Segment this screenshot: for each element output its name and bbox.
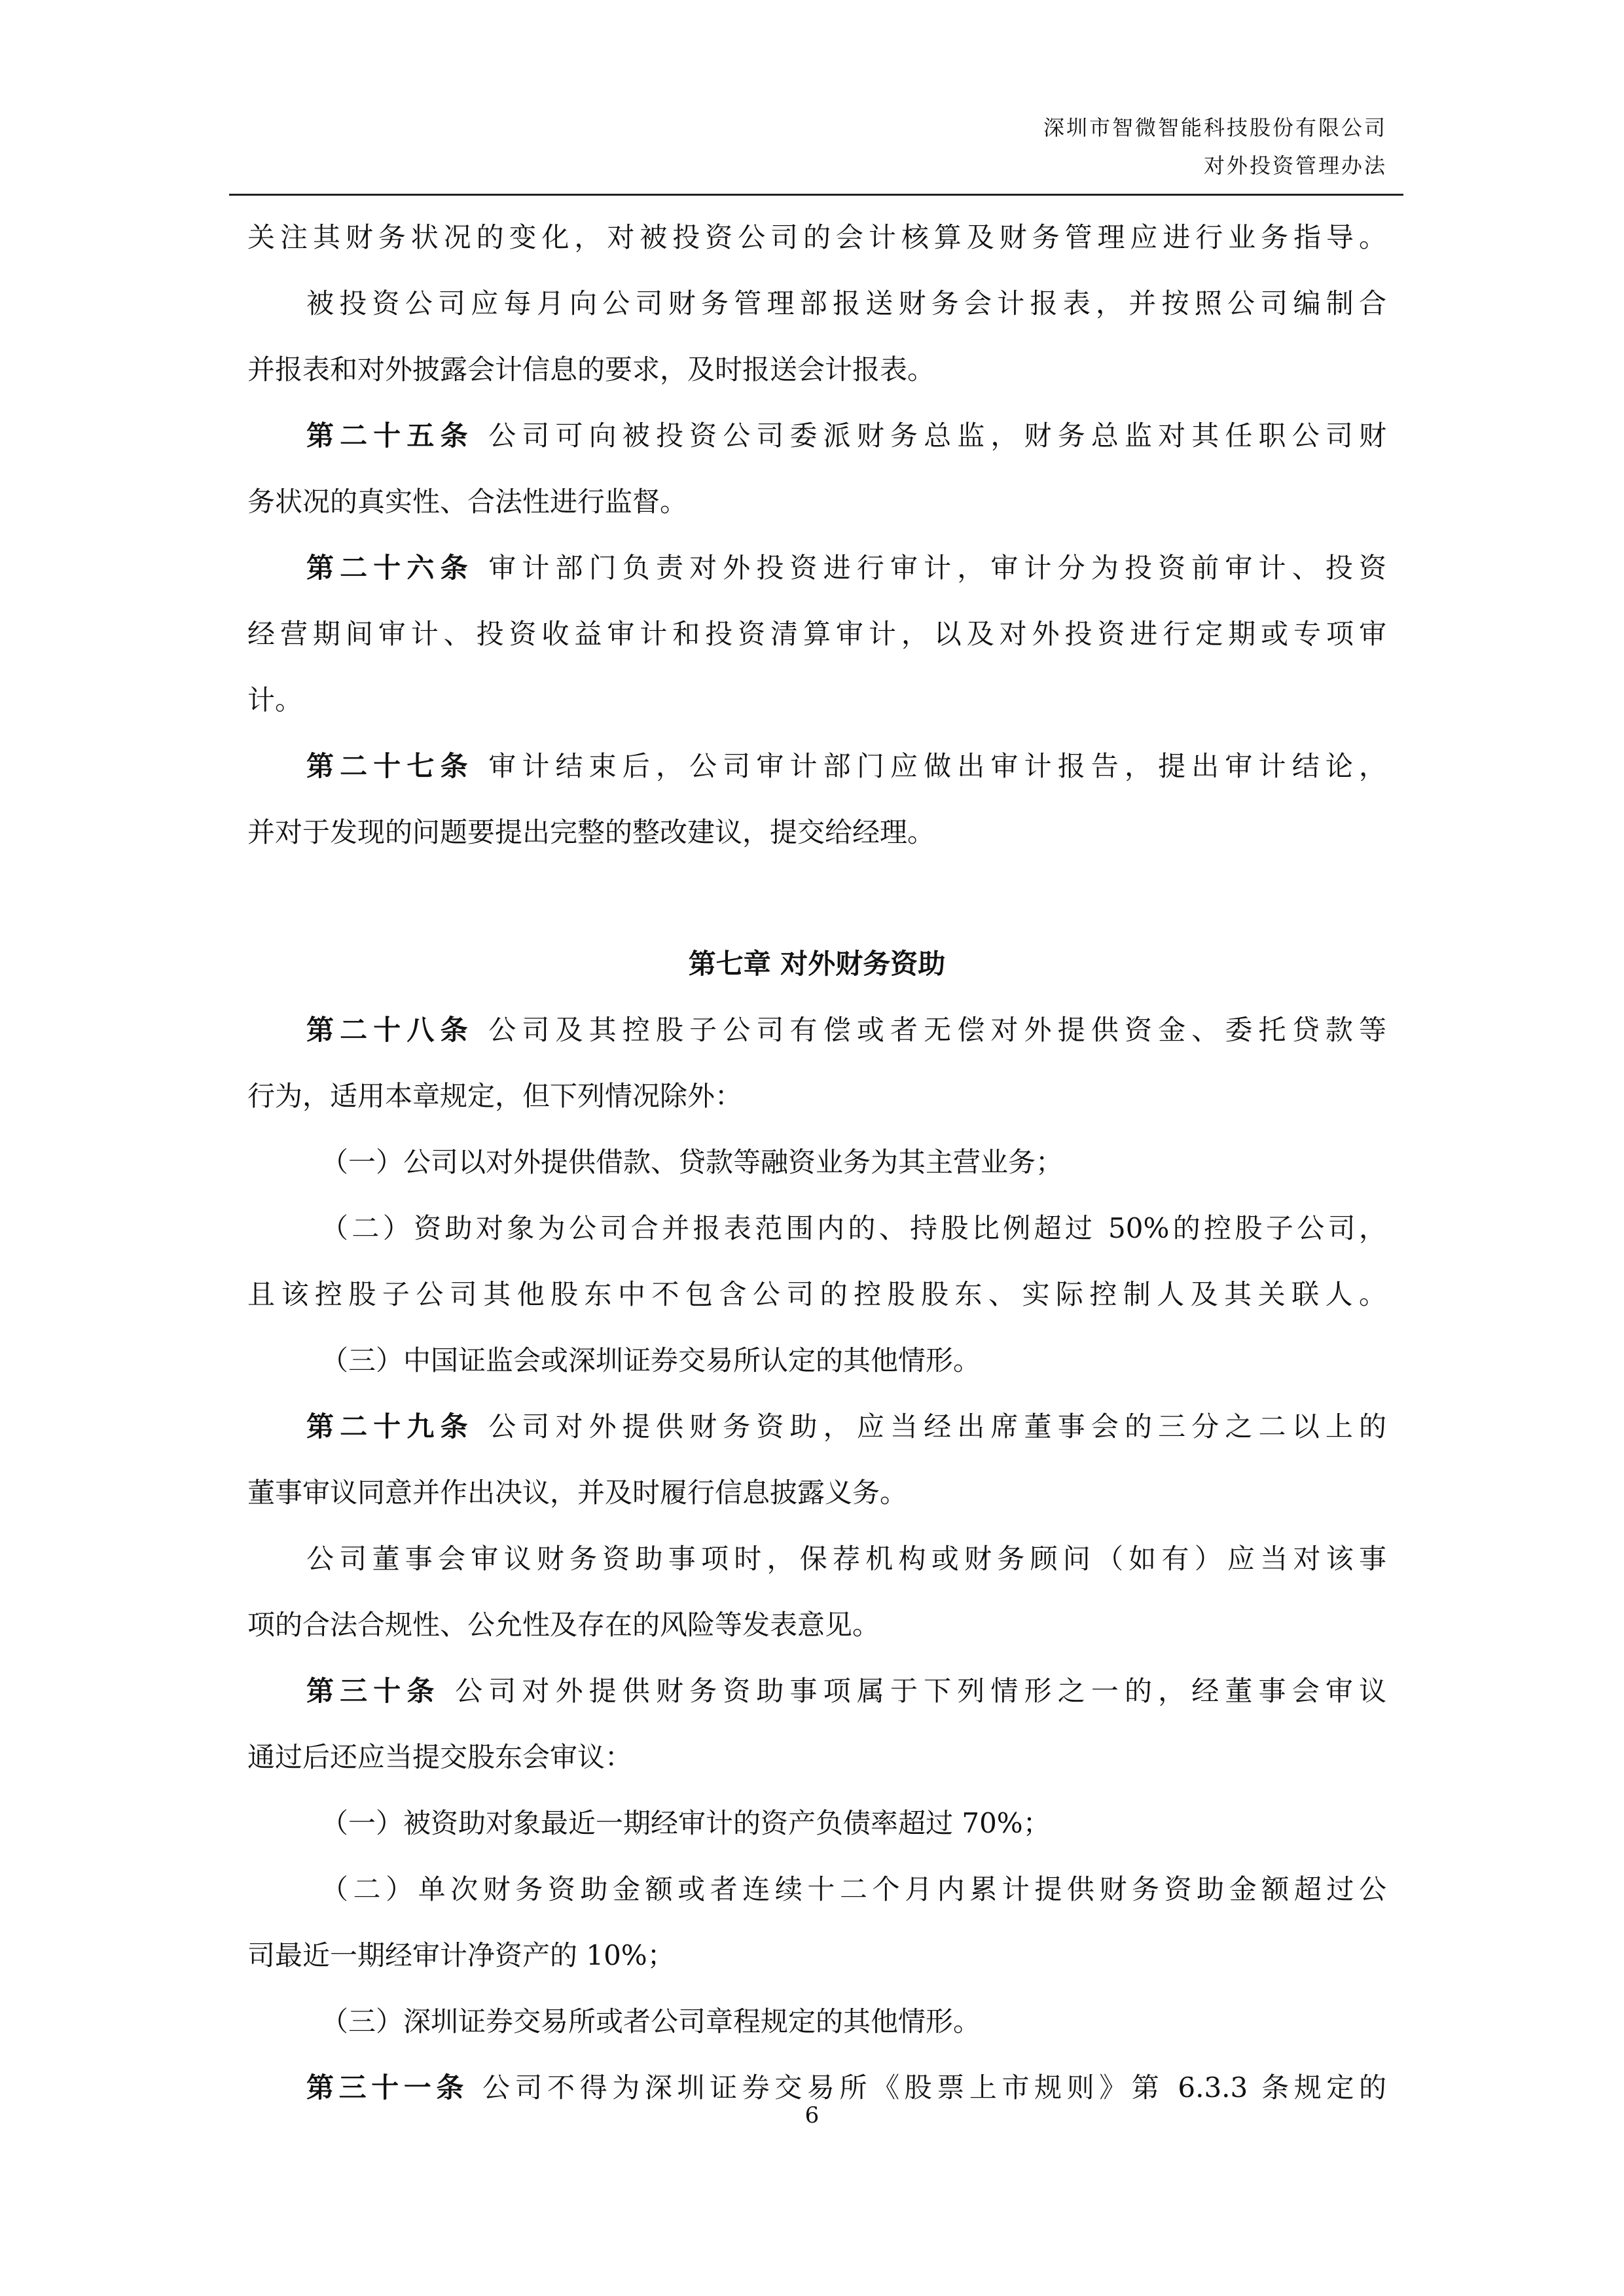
line-text: 司最近一期经审计净资产的 10%； (247, 1939, 675, 1971)
text-line (247, 1724, 1386, 1790)
header-document-title: 对外投资管理办法 (1203, 153, 1387, 178)
text-line (247, 403, 1386, 469)
text-line (247, 733, 1386, 799)
line-text: 计。 (247, 684, 303, 716)
text-line (247, 1658, 1386, 1724)
line-text: （一）被资助对象最近一期经审计的资产负债率超过 70%； (321, 1807, 1051, 1839)
text-line (247, 1592, 1386, 1658)
text-line (247, 1327, 1386, 1393)
text-line (247, 1063, 1386, 1129)
text-line (247, 1922, 1386, 1988)
text-line (247, 667, 1386, 733)
line-text: （二）单次财务资助金额或者连续十二个月内累计提供财务资助金额超过公 (321, 1873, 1386, 1905)
line-text: 关注其财务状况的变化，对被投资公司的会计核算及财务管理应进行业务指导。 (247, 221, 1386, 253)
line-text: 审计结束后，公司审计部门应做出审计报告，提出审计结论， (473, 750, 1386, 782)
line-text: 经营期间审计、投资收益审计和投资清算审计，以及对外投资进行定期或专项审 (247, 618, 1386, 650)
text-line (247, 997, 1386, 1063)
line-text: 并对于发现的问题要提出完整的整改建议，提交给经理。 (247, 816, 935, 848)
line-text: （三）深圳证券交易所或者公司章程规定的其他情形。 (321, 2005, 981, 2037)
text-line (247, 1526, 1386, 1592)
text-line (247, 1988, 1386, 2054)
article-number: 第二十八条 (306, 1014, 474, 1046)
line-text: 公司对外提供财务资助事项属于下列情形之一的，经董事会审议 (440, 1675, 1386, 1707)
text-line (247, 799, 1386, 865)
text-line (247, 469, 1386, 535)
text-line (247, 1393, 1386, 1460)
text-line (247, 535, 1386, 601)
line-text: 审计部门负责对外投资进行审计，审计分为投资前审计、投资 (473, 552, 1386, 584)
document-body (247, 204, 1386, 2121)
line-text: 且该控股子公司其他股东中不包含公司的控股股东、实际控制人及其关联人。 (247, 1278, 1386, 1310)
page-header (1043, 109, 1387, 185)
text-line (247, 270, 1386, 336)
article-number: 第二十六条 (306, 552, 474, 584)
text-line (247, 1460, 1386, 1526)
text-line (247, 336, 1386, 403)
article-number: 第二十七条 (306, 750, 474, 782)
line-text: 并报表和对外披露会计信息的要求，及时报送会计报表。 (247, 353, 935, 386)
article-number: 第二十九条 (306, 1410, 474, 1443)
line-text: 公司及其控股子公司有偿或者无偿对外提供资金、委托贷款等 (473, 1014, 1386, 1046)
line-text: 被投资公司应每月向公司财务管理部报送财务会计报表，并按照公司编制合 (306, 287, 1386, 319)
line-text: 项的合法合规性、公允性及存在的风险等发表意见。 (247, 1609, 880, 1641)
text-line (247, 1856, 1386, 1922)
line-text: 行为，适用本章规定，但下列情况除外： (247, 1080, 743, 1112)
text-line (247, 1195, 1386, 1261)
text-line (247, 601, 1386, 667)
line-text: （一）公司以对外提供借款、贷款等融资业务为其主营业务； (321, 1146, 1064, 1178)
line-text: （三）中国证监会或深圳证券交易所认定的其他情形。 (321, 1344, 981, 1376)
text-line (247, 1790, 1386, 1856)
article-number: 第三十条 (306, 1675, 441, 1707)
article-number: 第三十一条 (306, 2072, 469, 2104)
text-section-before-chapter (247, 204, 1386, 865)
line-text: （二）资助对象为公司合并报表范围内的、持股比例超过 50%的控股子公司， (321, 1212, 1386, 1244)
chapter-heading: 第七章 对外财务资助 (688, 948, 946, 980)
header-divider (229, 194, 1403, 196)
text-line (247, 204, 1386, 270)
line-text: 公司对外提供财务资助，应当经出席董事会的三分之二以上的 (473, 1410, 1386, 1443)
line-text: 董事审议同意并作出决议，并及时履行信息披露义务。 (247, 1477, 908, 1509)
header-company-name: 深圳市智微智能科技股份有限公司 (1043, 115, 1387, 140)
text-line (247, 1261, 1386, 1327)
line-text: 公司董事会审议财务资助事项时，保荐机构或财务顾问（如有）应当对该事 (306, 1543, 1386, 1575)
text-section-chapter-seven (247, 997, 1386, 2121)
page-number: 6 (804, 2102, 820, 2128)
line-text: 公司可向被投资公司委派财务总监，财务总监对其任职公司财 (473, 420, 1386, 452)
article-number: 第二十五条 (306, 420, 474, 452)
line-text: 公司不得为深圳证券交易所《股票上市规则》第 6.3.3 条规定的 (468, 2072, 1386, 2104)
line-text: 务状况的真实性、合法性进行监督。 (247, 486, 688, 518)
line-text: 通过后还应当提交股东会审议： (247, 1741, 633, 1773)
text-line (247, 1129, 1386, 1195)
